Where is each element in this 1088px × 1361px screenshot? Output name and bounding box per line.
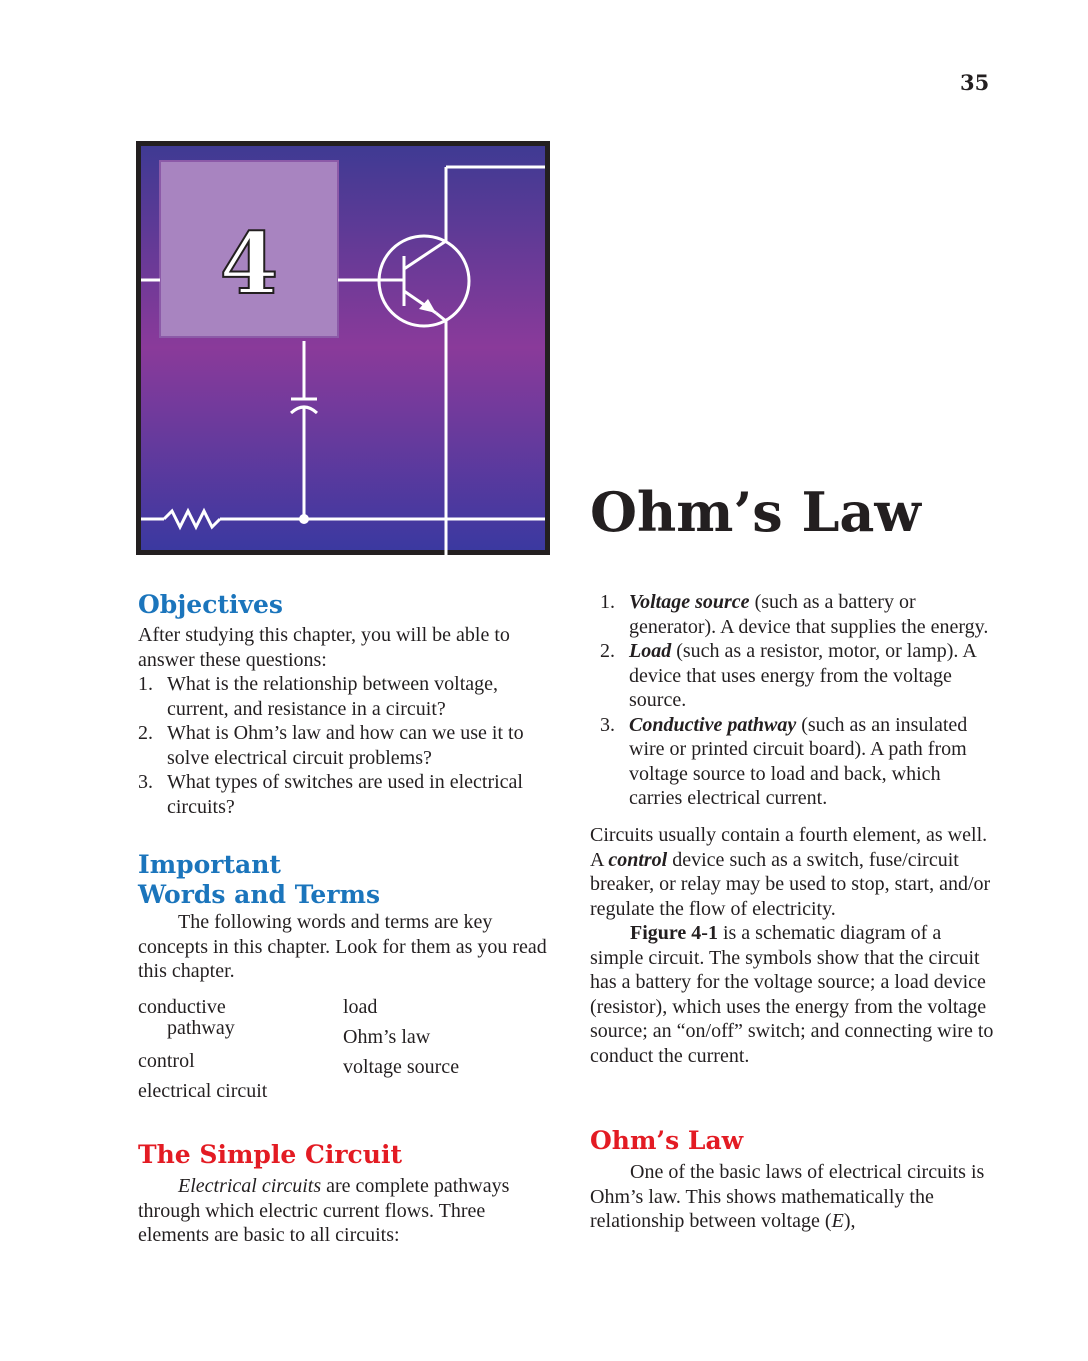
chapter-number: 4 [219, 214, 279, 313]
terms-heading: Important Words and Terms [138, 850, 381, 909]
ohms-law-section [590, 1126, 995, 1234]
term-item: control [138, 1049, 195, 1072]
list-item: 3. Conductive pathway (such as an insulated wire or printed circuit board). A path from voltage source to load and back, which carries electrical current. [600, 713, 968, 809]
chapter-title: Ohm’s Law [590, 480, 921, 544]
figure-para: Figure 4-1 is a schematic diagram of a simple circuit. The symbols show that the circuit has a battery for the voltage source; a load device (resistor), which uses the energy from the voltage source; an “on/off” switch; and connecting wire to conduct the current. [590, 922, 994, 1067]
list-item: 3. What types of switches are used in electrical circuits? [138, 771, 523, 818]
list-item: 1. Voltage source (such as a battery or generator). A device that supplies the energy. [600, 591, 989, 638]
terms-intro: The following words and terms are key concepts in this chapter. Look for them as you read this chapter. [138, 911, 547, 982]
term-item: Ohm’s law [343, 1025, 431, 1048]
objectives-intro: After studying this chapter, you will be able to answer these questions: [138, 624, 510, 671]
term-item: pathway [167, 1016, 235, 1039]
elements-section [600, 590, 998, 811]
term-item: voltage source [343, 1055, 460, 1078]
list-item: 1. What is the relationship between voltage, current, and resistance in a circuit? [138, 673, 499, 720]
chapter-banner [136, 141, 550, 555]
circuit-description [590, 823, 995, 1068]
term-item: load [343, 995, 378, 1018]
terms-list [138, 992, 548, 1106]
simple-circuit-section [138, 1140, 548, 1248]
simple-circuit-text: Electrical circuits are complete pathways through which electric current flows. Three elements are basic to all circuits: [138, 1175, 510, 1246]
terms-section [138, 850, 548, 1106]
objectives-section [138, 590, 548, 819]
ohms-law-text: One of the basic laws of electrical circuits is Ohm’s law. This shows mathematically the relationship between voltage (E), [590, 1161, 985, 1232]
list-item: 2. Load (such as a resistor, motor, or lamp). A device that uses energy from the voltage source. [600, 640, 976, 711]
page-number: 35 [960, 70, 990, 95]
list-item: 2. What is Ohm’s law and how can we use it to solve electrical circuit problems? [138, 722, 524, 769]
simple-circuit-heading: The Simple Circuit [138, 1140, 402, 1169]
objectives-heading: Objectives [138, 590, 283, 619]
term-item: conductive [138, 995, 226, 1018]
fourth-element-para: Circuits usually contain a fourth element, as well. A control device such as a switch, fuse/circuit breaker, or relay may be used to stop, start, and/or regulate the flow of electricity. [590, 824, 991, 920]
ohms-law-heading: Ohm’s Law [590, 1126, 744, 1155]
term-item: electrical circuit [138, 1079, 268, 1102]
